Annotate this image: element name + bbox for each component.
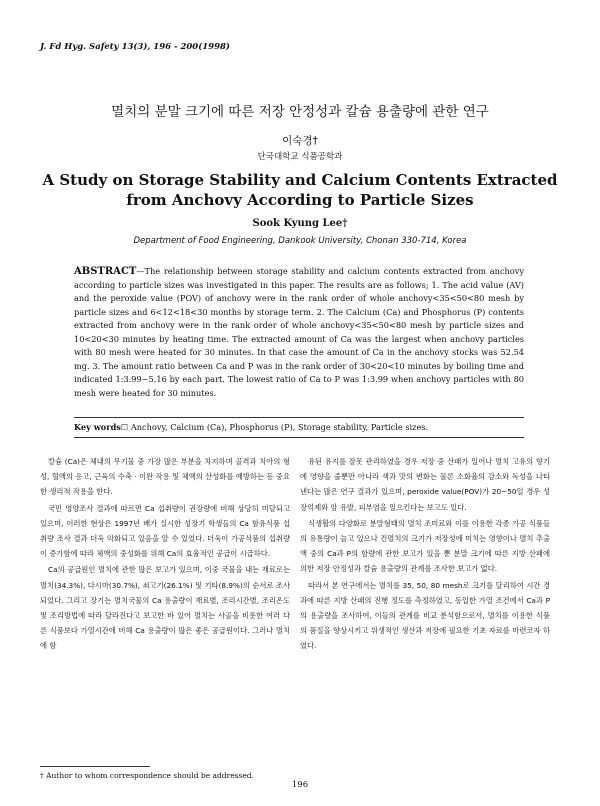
body-column-left xyxy=(40,454,290,655)
paragraph: 따라서 본 연구에서는 멸치를 35, 50, 80 mesh로 크기를 달리하여 시간 경과에 따른 지방 산패의 진행 정도를 측정하였고, 동일한 가열 조건에서 Ca과 P의 용출량을 조사하여, 이들의 관계를 비교 분석함으로서, 멸치를 이용한 식품의 품질을 향상시키고 위생적인 생산과 저장에 필요한 기초 자료를 마련코자 하였다. xyxy=(300,580,550,651)
korean-author: 이숙경† xyxy=(282,135,318,147)
english-title-line-1: A Study on Storage Stability and Calcium Contents Extracted xyxy=(42,171,558,189)
abstract-heading: ABSTRACT xyxy=(74,266,137,277)
journal-citation: J. Fd Hyg. Safety 13(3), 196 - 200(1998) xyxy=(40,42,230,52)
abstract xyxy=(74,265,524,400)
keywords-heading: Key words xyxy=(74,422,121,432)
footnote-divider xyxy=(40,766,150,767)
body-column-right xyxy=(300,454,550,655)
keywords-box-icon: ☐ xyxy=(120,422,129,432)
korean-affiliation: 단국대학교 식품공학과 xyxy=(257,152,343,162)
paragraph: Ca의 공급원인 멸치에 관한 많은 보고가 있으며, 이중 국물을 내는 재료로는 멸치(34.3%), 다시마(30.7%), 쇠고기(26.1%) 및 기타(8.9%)의 순서로 조사되었다. 그리고 장기는 멸치국물의 Ca 용출량이 재료별, 조리시간별, 조리온도 및 조리방법에 따라 달라진다고 보고한 바 있어 멸치는 사골을 비롯한 여러 다른 식품보다 가열시간에 비해 Ca 용출량이 많은 좋은 공급원이다. 그러나 멸치에 함 xyxy=(40,565,290,651)
english-affiliation: Department of Food Engineering, Dankook University, Chonan 330-714, Korea xyxy=(133,236,467,246)
footnote: † Author to whom correspondence should be addressed. xyxy=(40,771,254,780)
english-title-line-2: from Anchovy According to Particle Sizes xyxy=(126,191,474,209)
english-title xyxy=(0,170,600,210)
page-number: 196 xyxy=(291,780,309,790)
keywords-text: Anchovy, Calcium (Ca), Phosphorus (P), Storage stability, Particle sizes. xyxy=(128,422,429,432)
paragraph: 식생활의 다양화로 분말형태의 멸치 조미료와 이를 이용한 각종 가공 식품들의 유통량이 늘고 있으나 건멸치의 크기가 저장성에 미치는 영향이나 멸치 추출액 중의 Ca과 P의 함량에 관한 보고가 있을 뿐 분말 크기에 따른 지방 산패에 의한 저장 안정성과 칼슘 용출량의 관계를 조사한 보고가 없다. xyxy=(300,518,550,574)
paragraph: 국민 영양조사 결과에 따르면 Ca 섭취량이 권장량에 비해 상당히 미달되고 있으며, 이러한 현상은 1997년 배가 실시한 성장기 학생들의 Ca 함유식품 섭취량 조사 결과 더욱 악화되고 있음을 알 수 있었다. 더욱이 가공식품의 섭취량이 증가함에 따라 체액의 중성화를 위해 Ca의 효율적인 공급이 시급하다. xyxy=(40,503,290,559)
keywords xyxy=(74,417,524,438)
korean-title: 멸치의 분말 크기에 따른 저장 안정성과 칼슘 용출량에 관한 연구 xyxy=(111,104,489,120)
paragraph: 칼슘 (Ca)은 체내의 무기물 중 가장 많은 부분을 차지하며 골격과 치아의 형성, 혈액의 응고, 근육의 수축 · 이완 작용 및 체액의 산성화를 예방하는 등 중요한 생리적 작용을 한다. xyxy=(40,457,290,497)
abstract-text: —The relationship between storage stability and calcium contents extracted from anchovy according to particle sizes was investigated in this paper. The results are as follows; 1. The acid value (AV) and the peroxide value (POV) of anchovy were in the rank order of whole anchovy<35<50<80 mesh by particle sizes and 6<12<18<30 months by storage term. 2. The Calcium (Ca) and Phosphorus (P) contents extracted from anchovy were in the rank order of whole anchovy<35<50<80 mesh by particle sizes and 10<20<30 minutes by heating time. The extracted amount of Ca was the largest when anchovy particles with 80 mesh were heated for 30 minutes. In that case the amount of Ca in the anchovy stocks was 52.54 mg. 3. The amount ratio between Ca and P was in the rank order of 30<20<10 minutes by boiling time and indicated 1:3.99~5.16 by each part. The lowest ratio of Ca to P was 1:3.99 when anchovy particles with 80 mesh were heated for 30 minutes. xyxy=(74,266,524,398)
paragraph: 유된 유지를 잘못 관리하였을 경우 저장 중 산패가 일어나 멸치 고유의 향기에 영향을 줄뿐만 아니라 색과 맛의 변화는 물론 소화율의 감소와 독성을 나타낸다는 많은 연구 결과가 있으며, peroxide value(POV)가 20~50일 경우 성장억제와 암 유발, 피부염을 일으킨다는 보고도 있다. xyxy=(300,457,550,512)
english-author: Sook Kyung Lee† xyxy=(252,218,348,229)
